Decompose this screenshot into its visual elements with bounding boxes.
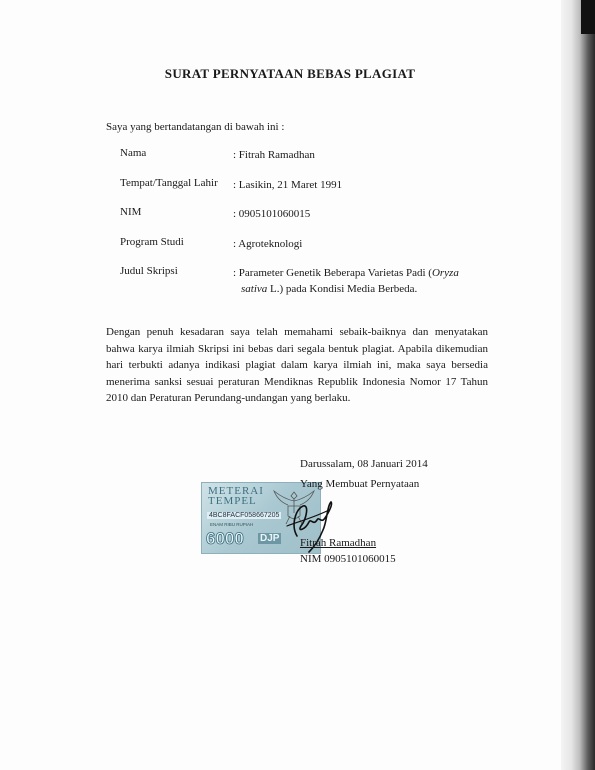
value-judul-skripsi [233, 265, 488, 297]
stamp-code: 4BC8FACF058667205 [209, 512, 280, 519]
value-ttl: : Lasikin, 21 Maret 1991 [233, 179, 343, 191]
signer-nim: NIM 0905101060015 [300, 553, 396, 565]
stamp-value: 6000 [206, 529, 244, 548]
label-ttl: Tempat/Tanggal Lahir [120, 177, 218, 189]
scan-corner-mark [581, 0, 595, 34]
stamp-issuer: DJP [260, 533, 280, 544]
judul-italic2: sativa [241, 283, 268, 295]
place-date: Darussalam, 08 Januari 2014 [300, 458, 428, 470]
label-nim: NIM [120, 206, 142, 218]
stamp-line1: METERAI [208, 485, 264, 497]
stamp-small-text: ENAM RIBU RUPIAH [210, 522, 254, 527]
label-judul-skripsi: Judul Skripsi [120, 265, 178, 277]
value-nama: : Fitrah Ramadhan [233, 149, 315, 161]
declaration-paragraph: Dengan penuh kesadaran saya telah memahami sebaik-baiknya dan menyatakan bahwa karya ilmiah Skripsi ini bebas dari segala bentuk plagiat. Apabila dikemudian hari terbukti adanya indikasi plagiat dalam karya ilmiah ini, maka saya bersedia menerima sanksi sesuai peraturan Mendiknas Republik Indonesia Nomor 17 Tahun 2010 dan Peraturan Perundang-undangan yang berlaku. [106, 326, 488, 404]
intro-text: Saya yang bertandatangan di bawah ini : [106, 121, 285, 133]
judul-italic1: Oryza [431, 267, 459, 279]
label-program-studi: Program Studi [120, 236, 184, 248]
judul-part2: L.) pada Kondisi Media Berbeda. [267, 283, 418, 295]
maker-label: Yang Membuat Pernyataan [300, 478, 420, 490]
stamp-line2: TEMPEL [208, 495, 257, 507]
signer-name: Fitrah Ramadhan [300, 537, 377, 549]
value-program-studi: : Agroteknologi [233, 238, 303, 250]
page-title: SURAT PERNYATAAN BEBAS PLAGIAT [164, 66, 416, 81]
label-nama: Nama [120, 147, 147, 159]
value-nim: : 0905101060015 [233, 208, 311, 220]
scan-edge-shadow [561, 0, 595, 770]
judul-part1: : Parameter Genetik Beberapa Varietas Padi ( [233, 267, 432, 279]
